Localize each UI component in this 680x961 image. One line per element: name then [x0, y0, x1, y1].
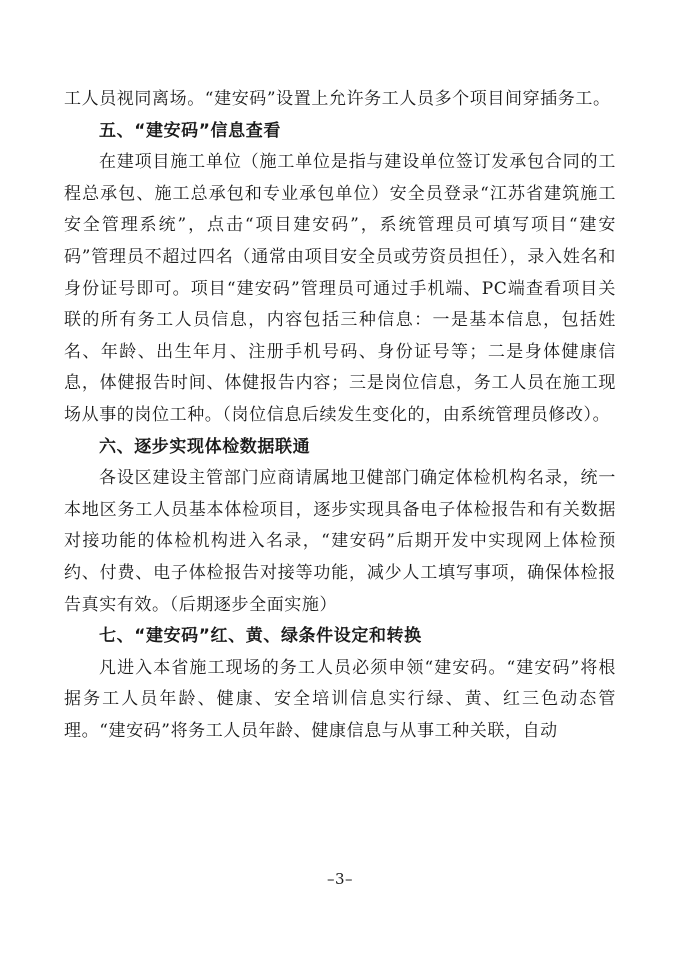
paragraph-color-conditions: 凡进入本省施工现场的务工人员必须申领“建安码。“建安码”将根据务工人员年龄、健康、安全培训信息实行绿、黄、红三色动态管理。“建安码”将务工人员年龄、健康信息与从事工种关联，自动	[64, 657, 616, 741]
page-number: –3–	[326, 870, 354, 888]
paragraph-info-view: 在建项目施工单位（施工单位是指与建设单位签订发承包合同的工程总承包、施工总承包和专业承包单位）安全员登录“江苏省建筑施工安全管理系统”，点击“项目建安码”，系统管理员可填写项目“建安码”管理员不超过四名（通常由项目安全员或劳资员担任），录入姓名和身份证号即可。项目“建安码”管理员可通过手机端、PC端查看项目关联的所有务工人员信息，内容包括三种信息：一是基本信息，包括姓名、年龄、出生年月、注册手机号码、身份证号等；二是身体健康信息，体健报告时间、体健报告内容；三是岗位信息，务工人员在施工现场从事的岗位工种。（岗位信息后续发生变化的，由系统管理员修改）。	[64, 152, 616, 425]
paragraph-health-data: 各设区建设主管部门应商请属地卫健部门确定体检机构名录，统一本地区务工人员基本体检项目，逐步实现具备电子体检报告和有关数据对接功能的体检机构进入名录，“建安码”后期开发中实现网上体检预约、付费、电子体检报告对接等功能，减少人工填写事项，确保体检报告真实有效。（后期逐步全面实施）	[64, 468, 616, 615]
section-heading-6: 六、逐步实现体检数据联通	[99, 436, 311, 457]
paragraph-continuation: 工人员视同离场。“建安码”设置上允许务工人员多个项目间穿插务工。	[64, 89, 611, 109]
section-heading-7: 七、“建安码”红、黄、绿条件设定和转换	[99, 626, 422, 647]
section-heading-5: 五、“建安码”信息查看	[99, 120, 281, 141]
document-body	[64, 84, 616, 747]
